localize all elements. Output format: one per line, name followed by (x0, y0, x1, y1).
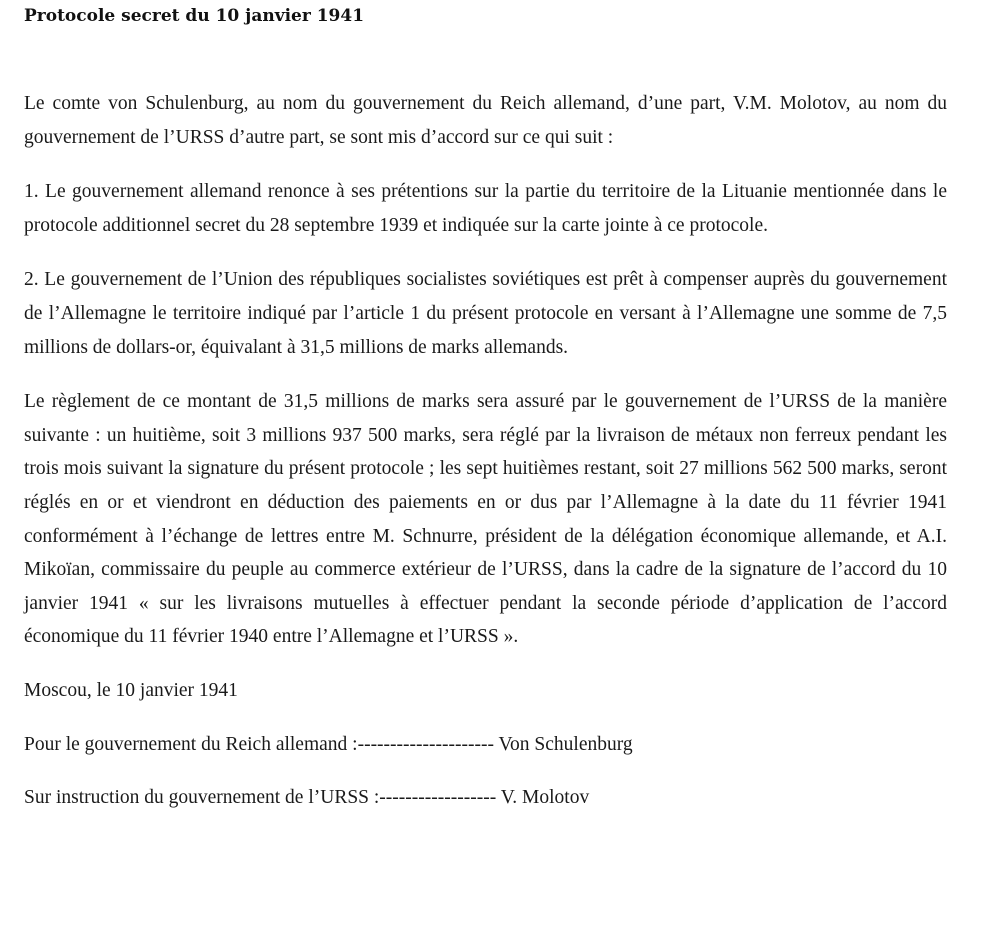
signature-germany-line: Pour le gouvernement du Reich allemand :--------------------- Von Schulenburg (24, 733, 633, 755)
intro-paragraph: Le comte von Schulenburg, au nom du gouvernement du Reich allemand, d’une part, V.M. Molotov, au nom du gouvernement de l’URSS d’autre part, se sont mis d’accord sur ce qui suit : (24, 93, 947, 148)
article-2-paragraph: 2. Le gouvernement de l’Union des républiques socialistes soviétiques est prêt à compenser auprès du gouvernement de l’Allemagne le territoire indiqué par l’article 1 du présent protocole en versant à l’Allemagne une somme de 7,5 millions de dollars-or, équivalant à 31,5 millions de marks allemands. (24, 269, 947, 358)
settlement-paragraph: Le règlement de ce montant de 31,5 millions de marks sera assuré par le gouvernement de l’URSS de la manière suivante : un huitième, soit 3 millions 937 500 marks, sera réglé par la livraison de métaux non ferreux pendant les trois mois suivant la signature du présent protocole ; les sept huitièmes restant, soit 27 millions 562 500 marks, seront réglés en or et viendront en déduction des paiements en or dus par l’Allemagne à la date du 11 février 1941 conformément à l’échange de lettres entre M. Schnurre, président de la délégation économique allemande, et A.I. Mikoïan, commissaire du peuple au commerce extérieur de l’URSS, dans la cadre de la signature de l’accord du 10 janvier 1941 « sur les livraisons mutuelles à effectuer pendant la seconde période d’application de l’accord économique du 11 février 1940 entre l’Allemagne et l’URSS ». (24, 391, 947, 648)
signature-ussr-line: Sur instruction du gouvernement de l’URSS :------------------ V. Molotov (24, 787, 590, 809)
place-date-line: Moscou, le 10 janvier 1941 (24, 679, 238, 701)
article-1-paragraph: 1. Le gouvernement allemand renonce à ses prétentions sur la partie du territoire de la Lituanie mentionnée dans le protocole additionnel secret du 28 septembre 1939 et indiquée sur la carte jointe à ce protocole. (24, 181, 947, 236)
document-title: Protocole secret du 10 janvier 1941 (24, 6, 365, 26)
